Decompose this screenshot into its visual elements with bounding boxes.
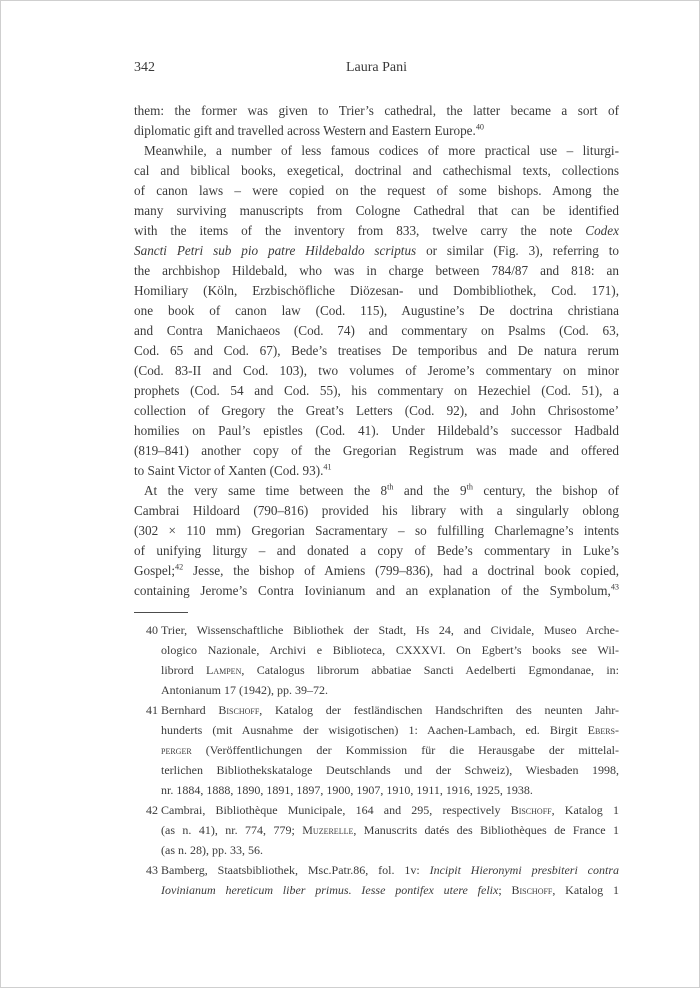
text-segment: Bischoff — [218, 703, 260, 717]
footnote-number: 42 — [146, 803, 158, 817]
text-segment: Cod. 65 and Cod. 67), Bede’s treatises De temporibus and De natura rerum — [134, 343, 619, 358]
note-reference: th — [387, 482, 394, 492]
text-segment: , Catalogus librorum abbatiae Sancti Aedelberti Egmondanae, in: — [241, 663, 619, 677]
note-reference: 40 — [475, 122, 484, 132]
text-line — [161, 742, 619, 762]
text-line — [161, 702, 619, 722]
body-text — [134, 101, 619, 601]
paragraph — [134, 141, 619, 481]
text-segment: hunderts (mit Ausnahme der wisigotischen) 1: Aachen-Lambach, ed. Birgit — [161, 723, 588, 737]
text-line — [161, 862, 619, 882]
text-segment: collection of Gregory the Great’s Letters (Cod. 92), and John Chrisostome’ — [134, 403, 619, 418]
running-title: Laura Pani — [345, 60, 408, 75]
text-line — [161, 882, 619, 902]
text-line — [134, 581, 619, 601]
text-line — [134, 561, 619, 581]
text-line — [134, 201, 619, 221]
text-line — [161, 842, 619, 862]
text-segment: one book of canon law (Cod. 115), Augustine’s De doctrina christiana — [134, 303, 619, 318]
text-segment: librord — [161, 663, 207, 677]
text-segment: many surviving manuscripts from Cologne Cathedral that can be identified — [134, 203, 619, 218]
text-segment: perger — [161, 743, 192, 757]
text-segment: Antonianum 17 (1942), pp. 39–72. — [161, 683, 328, 697]
text-segment: At the very same time between the 8 — [144, 483, 388, 498]
text-segment: the archbishop Hildebald, who was in charge between 784/87 and 818: an — [134, 263, 619, 278]
text-segment: to Saint Victor of Xanten (Cod. 93). — [134, 463, 324, 478]
text-line — [134, 481, 619, 501]
text-segment: them: the former was given to Trier’s cathedral, the latter became a sort of — [134, 103, 619, 118]
text-segment: (819–841) another copy of the Gregorian Registrum was made and offered — [134, 443, 619, 458]
text-segment: Codex — [585, 223, 619, 238]
text-segment: Sancti Petri sub pio patre Hildebaldo scriptus — [134, 243, 417, 258]
text-segment: nr. 1884, 1888, 1890, 1891, 1897, 1900, 1907, 1910, 1911, 1916, 1925, 1938. — [161, 783, 533, 797]
footnote — [134, 622, 619, 702]
text-segment: Meanwhile, a number of less famous codices of more practical use – liturgi- — [144, 143, 619, 158]
text-segment: with the items of the inventory from 833, twelve carry the note — [134, 223, 586, 238]
text-line — [134, 521, 619, 541]
text-segment: ologico Nazionale, Archivi e Biblioteca, CXXXVI. On Egbert’s books see Wil- — [161, 643, 619, 657]
text-line — [134, 101, 619, 121]
text-segment: (302 × 110 mm) Gregorian Sacramentary – so fulfilling Charlemagne’s intents — [134, 523, 619, 538]
text-line — [134, 141, 619, 161]
text-segment: Incipit Hieronymi presbiteri contra — [429, 863, 620, 877]
text-segment: (as n. 41), nr. 774, 779; — [161, 823, 303, 837]
text-segment: Bernhard — [161, 703, 219, 717]
text-segment: Muzerelle — [302, 823, 354, 837]
text-segment: Cambrai Hildoard (790–816) provided his library with a singularly oblong — [134, 503, 619, 518]
text-line — [134, 361, 619, 381]
text-segment: and the 9 — [393, 483, 467, 498]
text-line — [134, 541, 619, 561]
text-line — [161, 762, 619, 782]
text-segment: ; — [498, 883, 512, 897]
text-line — [161, 802, 619, 822]
text-line — [134, 181, 619, 201]
text-line — [161, 822, 619, 842]
text-segment: , Manuscrits datés des Bibliothèques de France 1 — [353, 823, 619, 837]
footnote — [134, 702, 619, 802]
text-segment: of unifying liturgy – and donated a copy of Bede’s commentary in Luke’s — [134, 543, 619, 558]
footnote-number: 43 — [146, 863, 158, 877]
text-segment: , Katalog 1 — [552, 883, 619, 897]
text-line — [134, 241, 619, 261]
text-line — [134, 121, 619, 141]
text-line — [134, 161, 619, 181]
text-line — [134, 221, 619, 241]
text-line — [161, 642, 619, 662]
text-line — [134, 261, 619, 281]
text-segment: terlichen Bibliothekskataloge Deutschlands und der Schweiz), Wiesbaden 1998, — [161, 763, 619, 777]
text-segment: cal and biblical books, exegetical, doctrinal and cathechismal texts, collections — [134, 163, 619, 178]
text-segment: or similar (Fig. 3), referring to — [416, 243, 620, 258]
page-number: 342 — [134, 60, 155, 75]
note-reference: 42 — [175, 562, 184, 572]
text-line — [134, 401, 619, 421]
text-segment: , Katalog 1 — [551, 803, 619, 817]
text-segment: (Cod. 83-II and Cod. 103), two volumes of Jerome’s commentary on minor — [134, 363, 619, 378]
text-line — [134, 381, 619, 401]
text-line — [161, 682, 619, 702]
text-segment: Lampen — [206, 663, 242, 677]
text-segment: diplomatic gift and travelled across Western and Eastern Europe. — [134, 123, 476, 138]
text-segment: Bischoff — [510, 803, 552, 817]
text-line — [134, 461, 619, 481]
text-line — [134, 501, 619, 521]
footnotes-section — [134, 622, 619, 902]
text-line — [161, 622, 619, 642]
text-segment: Homiliary (Köln, Erzbischöfliche Diözesan- und Dombibliothek, Cod. 171), — [134, 283, 619, 298]
paragraph — [134, 481, 619, 601]
text-segment: prophets (Cod. 54 and Cod. 55), his commentary on Hezechiel (Cod. 51), a — [134, 383, 619, 398]
text-line — [161, 782, 619, 802]
text-line — [134, 301, 619, 321]
text-segment: Gospel; — [134, 563, 176, 578]
text-segment: homilies on Paul’s epistles (Cod. 41). Under Hildebald’s successor Hadbald — [134, 423, 619, 438]
text-segment: (Veröffentlichungen der Kommission für die Herausgabe der mittelal- — [191, 743, 619, 757]
footnote-number: 40 — [146, 623, 158, 637]
text-segment: (as n. 28), pp. 33, 56. — [161, 843, 263, 857]
text-line — [134, 441, 619, 461]
text-segment: Bamberg, Staatsbibliothek, Msc.Patr.86, fol. 1v: — [161, 863, 430, 877]
footnote-number: 41 — [146, 703, 158, 717]
text-segment: Jesse, the bishop of Amiens (799–836), had a doctrinal book copied, — [183, 563, 619, 578]
text-segment: Cambrai, Bibliothèque Municipale, 164 and 295, respectively — [161, 803, 511, 817]
text-segment: , Katalog der festländischen Handschriften des neunten Jahr- — [259, 703, 619, 717]
footnote — [134, 862, 619, 902]
note-reference: 41 — [323, 462, 332, 472]
text-line — [134, 341, 619, 361]
text-line — [134, 281, 619, 301]
running-head — [134, 59, 619, 77]
text-segment: containing Jerome’s Contra Iovinianum and an explanation of the Symbolum, — [134, 583, 611, 598]
paragraph — [134, 101, 619, 141]
text-line — [134, 321, 619, 341]
text-line — [161, 662, 619, 682]
note-reference: th — [466, 482, 473, 492]
text-line — [161, 722, 619, 742]
text-segment: Ebers- — [587, 723, 619, 737]
text-segment: Bischoff — [511, 883, 553, 897]
text-segment: Iovinianum hereticum liber primus. Iesse pontifex utere felix — [161, 883, 499, 897]
note-reference: 43 — [610, 582, 619, 592]
footnote-separator-rule — [134, 612, 188, 613]
text-segment: of canon laws – were copied on the request of some bishops. Among the — [134, 183, 619, 198]
text-line — [134, 421, 619, 441]
footnote — [134, 802, 619, 862]
text-segment: and Contra Manichaeos (Cod. 74) and commentary on Psalms (Cod. 63, — [134, 323, 619, 338]
text-segment: century, the bishop of — [472, 483, 620, 498]
text-segment: Trier, Wissenschaftliche Bibliothek der Stadt, Hs 24, and Cividale, Museo Arche- — [161, 623, 619, 637]
